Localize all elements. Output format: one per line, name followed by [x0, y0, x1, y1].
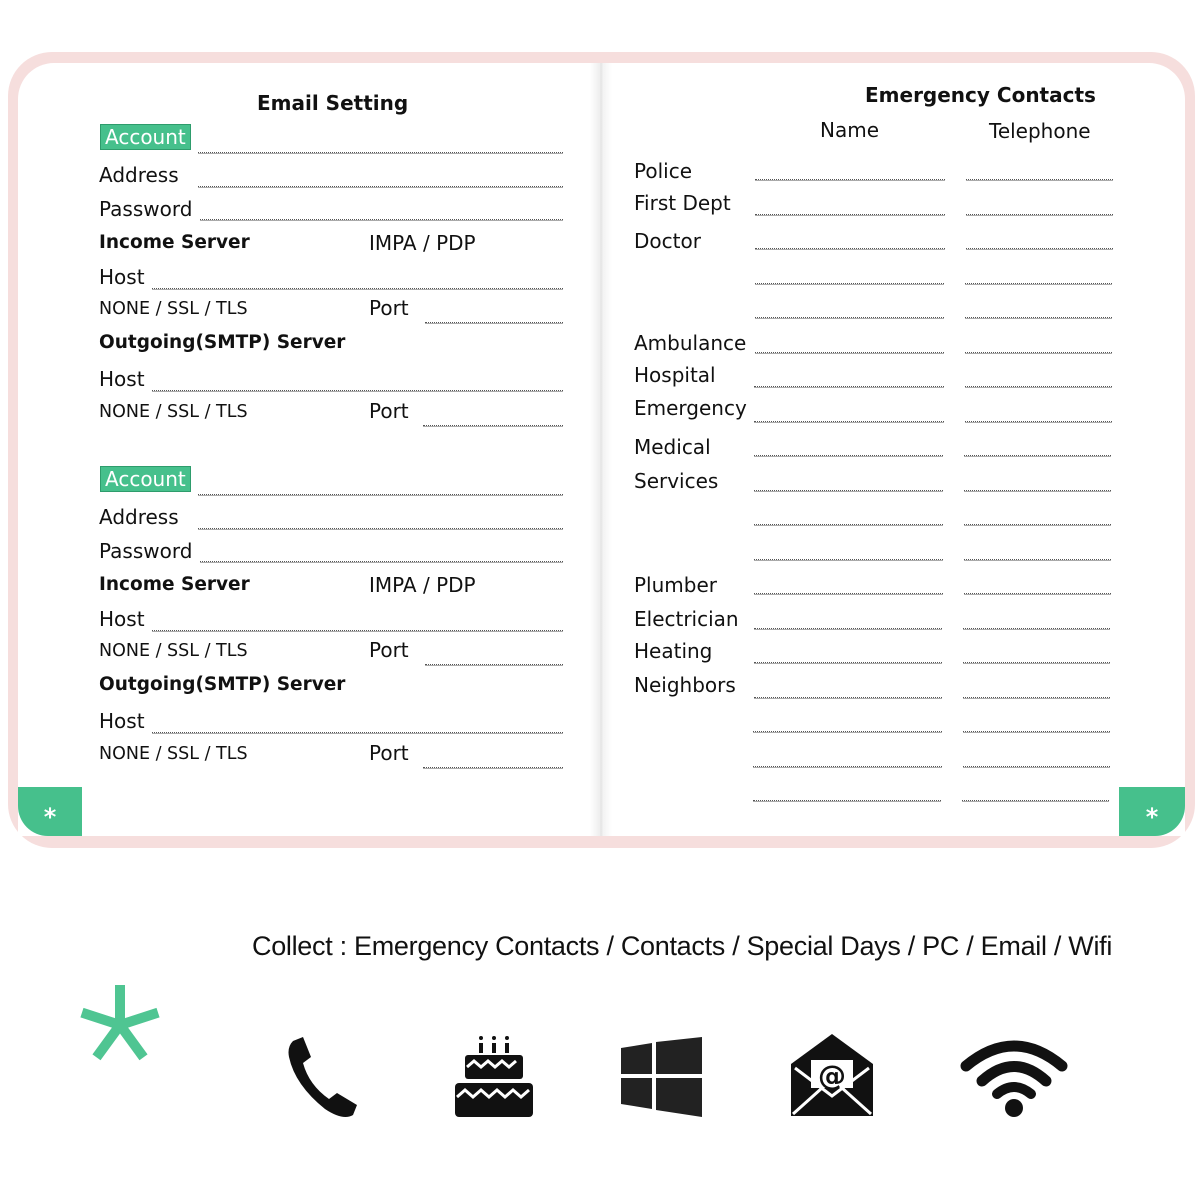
contact-name-field[interactable] — [754, 524, 943, 526]
outgoing-port-label: Port — [369, 399, 409, 423]
wifi-icon — [958, 1036, 1070, 1118]
account-label: Account — [100, 466, 191, 492]
contact-name-field[interactable] — [753, 800, 941, 802]
telephone-column-header: Telephone — [989, 119, 1091, 143]
collect-caption: Collect : Emergency Contacts / Contacts / Special Days / PC / Email / Wifi — [252, 931, 1113, 961]
cake-icon — [453, 1035, 535, 1119]
contact-telephone-field[interactable] — [965, 352, 1112, 354]
contact-telephone-field[interactable] — [965, 283, 1112, 285]
contact-telephone-field[interactable] — [966, 248, 1113, 250]
email-setting-title: Email Setting — [257, 91, 409, 115]
income-protocol-label: IMPA / PDP — [369, 231, 476, 255]
income-host-field[interactable] — [152, 630, 563, 632]
income-protocol-label: IMPA / PDP — [369, 573, 476, 597]
password-field[interactable] — [200, 561, 563, 563]
outgoing-server-label: Outgoing(SMTP) Server — [99, 674, 346, 695]
address-field[interactable] — [198, 186, 563, 188]
contact-name-field[interactable] — [754, 697, 943, 699]
phone-icon — [285, 1035, 369, 1119]
outgoing-port-field[interactable] — [423, 767, 563, 769]
outgoing-port-label: Port — [369, 741, 409, 765]
contact-telephone-field[interactable] — [965, 386, 1112, 388]
contact-telephone-field[interactable] — [963, 662, 1110, 664]
contact-label: Neighbors — [634, 673, 736, 697]
address-field[interactable] — [198, 528, 563, 530]
income-host-label: Host — [99, 265, 145, 289]
password-label: Password — [99, 539, 193, 563]
contact-name-field[interactable] — [754, 421, 943, 423]
contact-name-field[interactable] — [755, 283, 945, 285]
contact-name-field[interactable] — [755, 317, 945, 319]
contact-telephone-field[interactable] — [966, 214, 1113, 216]
contact-telephone-field[interactable] — [964, 524, 1111, 526]
address-label: Address — [99, 163, 179, 187]
address-label: Address — [99, 505, 179, 529]
contact-name-field[interactable] — [754, 386, 943, 388]
contact-name-field[interactable] — [754, 559, 943, 561]
corner-tab-left: * — [18, 787, 82, 836]
emergency-contacts-title: Emergency Contacts — [865, 83, 1096, 107]
contact-telephone-field[interactable] — [966, 179, 1113, 181]
corner-tab-right: * — [1119, 787, 1185, 836]
contact-name-field[interactable] — [755, 214, 945, 216]
email-icon — [789, 1034, 875, 1118]
password-label: Password — [99, 197, 193, 221]
contact-name-field[interactable] — [755, 179, 945, 181]
income-server-label: Income Server — [99, 232, 250, 253]
outgoing-host-field[interactable] — [152, 390, 563, 392]
contact-name-field[interactable] — [754, 628, 943, 630]
contact-name-field[interactable] — [755, 352, 945, 354]
income-port-label: Port — [369, 296, 409, 320]
contact-label: Emergency — [634, 396, 747, 420]
name-column-header: Name — [820, 118, 880, 142]
contact-name-field[interactable] — [753, 766, 941, 768]
password-field[interactable] — [200, 219, 563, 221]
contact-telephone-field[interactable] — [965, 421, 1112, 423]
contact-telephone-field[interactable] — [962, 800, 1109, 802]
income-host-label: Host — [99, 607, 145, 631]
contact-name-field[interactable] — [753, 731, 941, 733]
income-port-field[interactable] — [425, 664, 563, 666]
account-field[interactable] — [198, 152, 563, 154]
svg-text:@: @ — [818, 1059, 846, 1092]
contact-name-field[interactable] — [754, 593, 943, 595]
contact-telephone-field[interactable] — [964, 455, 1111, 457]
notebook-spine — [590, 63, 612, 836]
contact-telephone-field[interactable] — [964, 559, 1111, 561]
income-port-field[interactable] — [425, 322, 563, 324]
contact-label: Medical — [634, 435, 711, 459]
contact-name-field[interactable] — [754, 490, 943, 492]
outgoing-security-label: NONE / SSL / TLS — [99, 744, 248, 764]
contact-telephone-field[interactable] — [964, 593, 1111, 595]
outgoing-host-label: Host — [99, 709, 145, 733]
asterisk-icon — [80, 985, 162, 1065]
income-host-field[interactable] — [152, 288, 563, 290]
windows-icon — [621, 1037, 703, 1117]
contact-telephone-field[interactable] — [965, 317, 1112, 319]
contact-label: Hospital — [634, 363, 716, 387]
outgoing-server-label: Outgoing(SMTP) Server — [99, 332, 346, 353]
contact-name-field[interactable] — [754, 455, 943, 457]
contact-label: Ambulance — [634, 331, 747, 355]
contact-label: Electrician — [634, 607, 739, 631]
outgoing-host-label: Host — [99, 367, 145, 391]
contact-label: Doctor — [634, 229, 701, 253]
outgoing-host-field[interactable] — [152, 732, 563, 734]
income-port-label: Port — [369, 638, 409, 662]
contact-label: Services — [634, 469, 719, 493]
contact-label: Police — [634, 159, 692, 183]
contact-label: Heating — [634, 639, 713, 663]
contact-name-field[interactable] — [754, 662, 943, 664]
income-server-label: Income Server — [99, 574, 250, 595]
contact-telephone-field[interactable] — [963, 766, 1110, 768]
account-field[interactable] — [198, 494, 563, 496]
contact-telephone-field[interactable] — [964, 490, 1111, 492]
contact-label: Plumber — [634, 573, 717, 597]
outgoing-security-label: NONE / SSL / TLS — [99, 402, 248, 422]
income-security-label: NONE / SSL / TLS — [99, 299, 248, 319]
contact-telephone-field[interactable] — [963, 697, 1110, 699]
account-label: Account — [100, 124, 191, 150]
contact-label: First Dept — [634, 191, 731, 215]
contact-telephone-field[interactable] — [963, 731, 1110, 733]
contact-telephone-field[interactable] — [963, 628, 1110, 630]
outgoing-port-field[interactable] — [423, 425, 563, 427]
contact-name-field[interactable] — [755, 248, 945, 250]
income-security-label: NONE / SSL / TLS — [99, 641, 248, 661]
